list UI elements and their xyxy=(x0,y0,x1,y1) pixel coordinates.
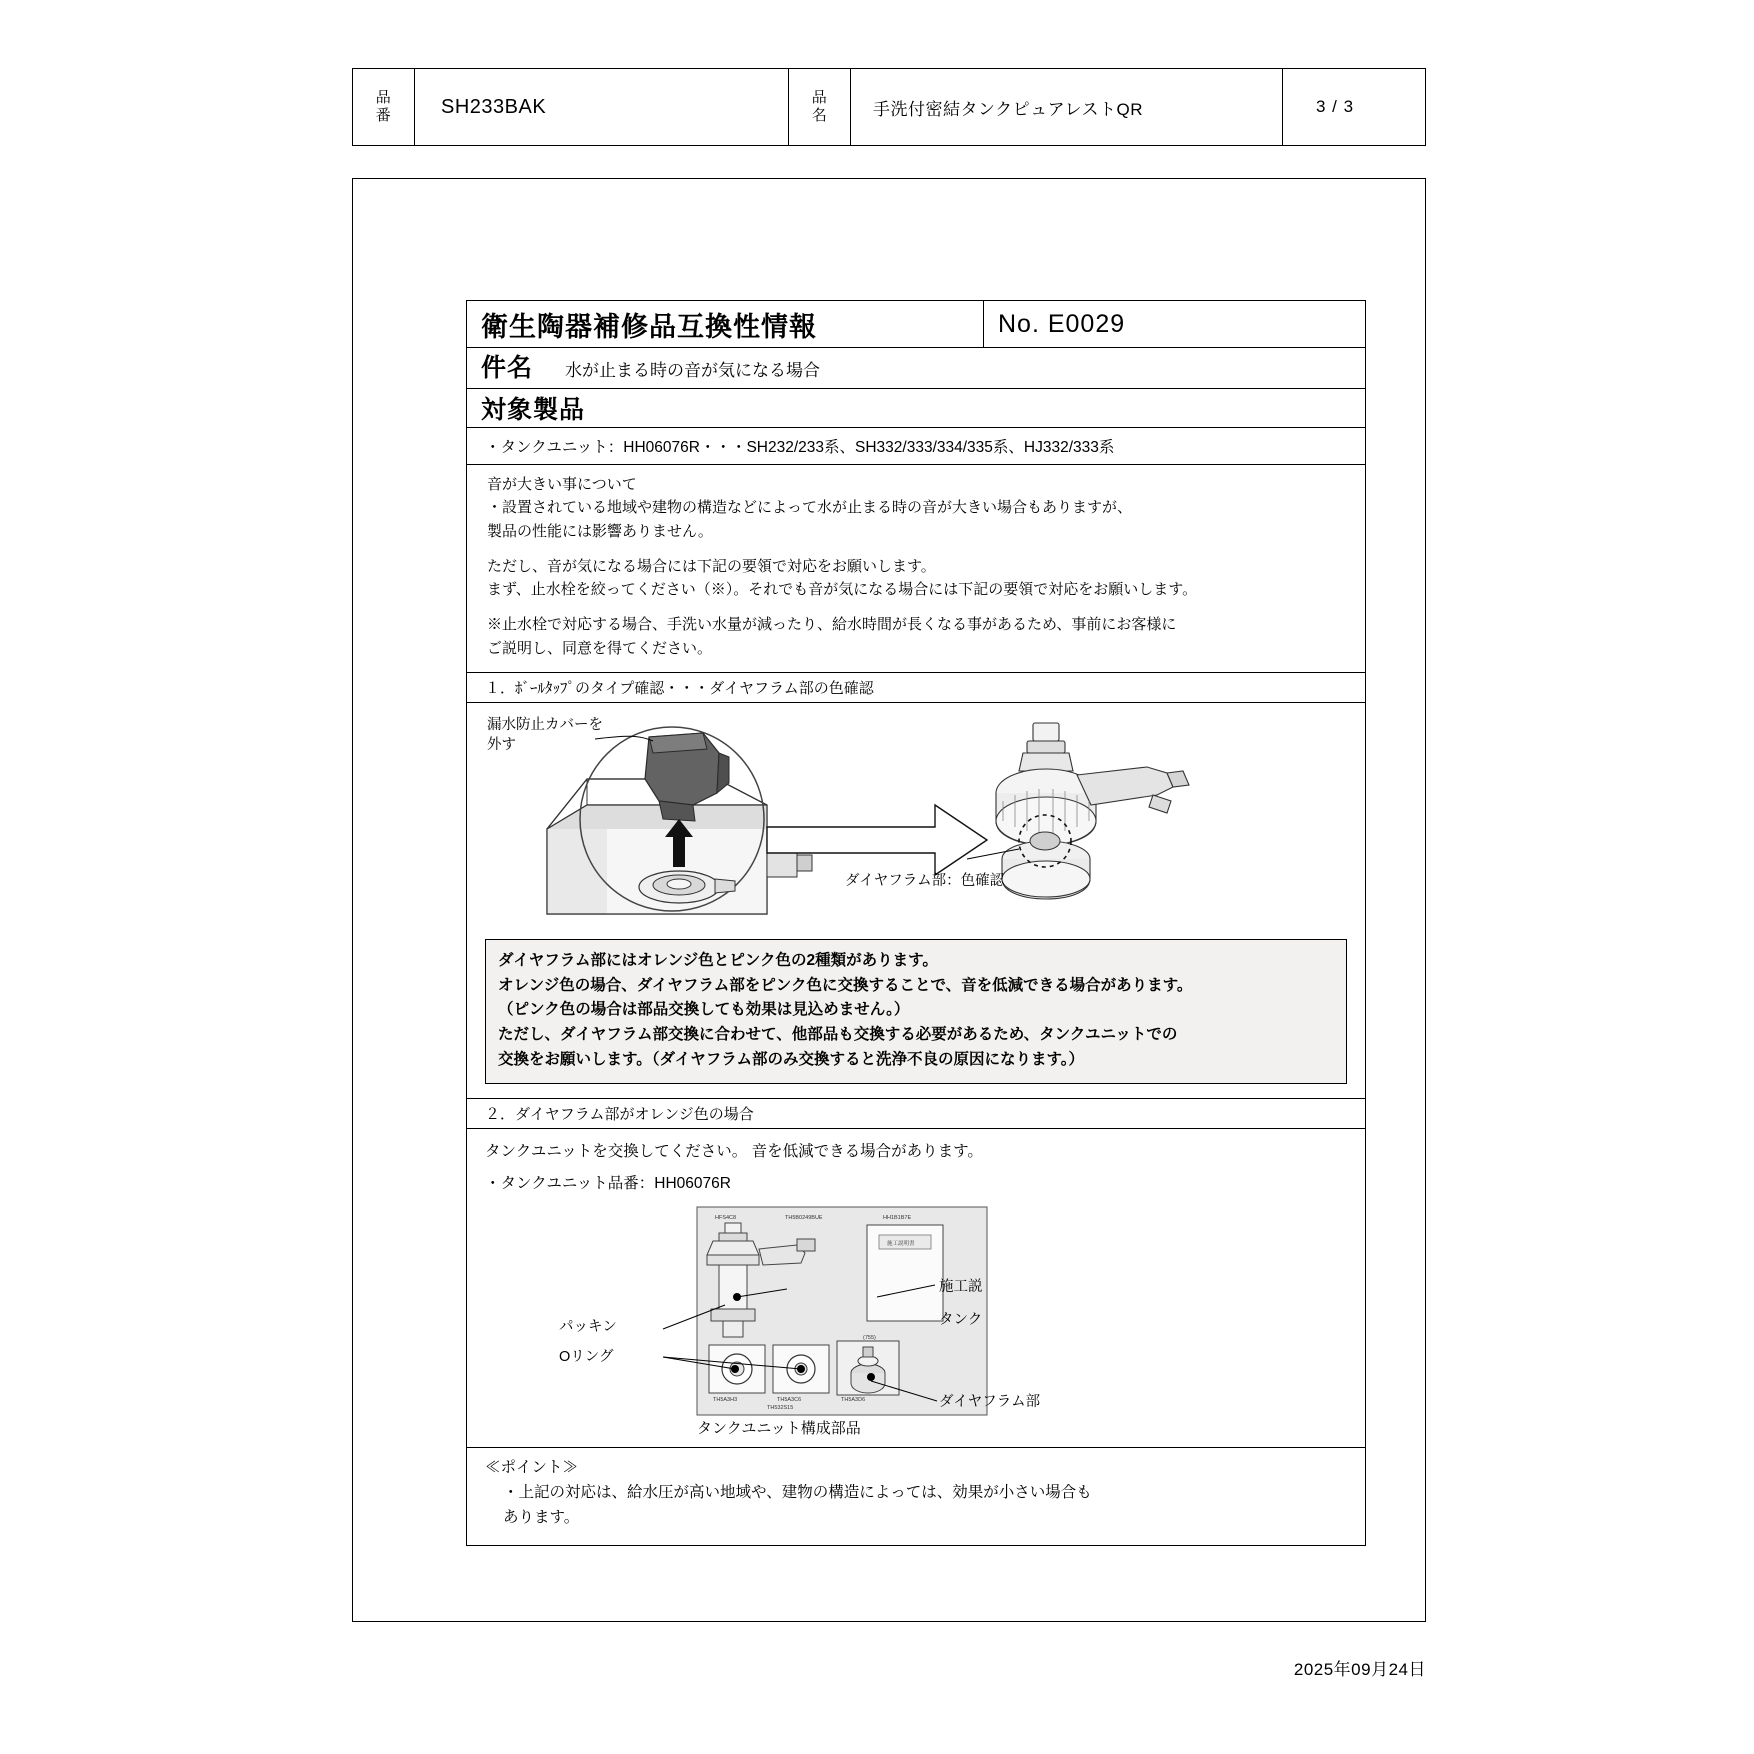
header-code-label-char1: 品 xyxy=(375,89,392,107)
target-models: ・タンクユニット：HH06076R・・・SH232/233系、SH332/333/334/335系、HJ332/333系 xyxy=(467,428,1365,465)
explanation-line-2: オレンジ色の場合、ダイヤフラム部をピンク色に交換することで、音を低減できる場合があります。 xyxy=(498,976,1193,994)
svg-text:TH5B0249BUE: TH5B0249BUE xyxy=(785,1215,823,1222)
svg-text:施工説明書: 施工説明書 xyxy=(887,1241,915,1248)
explanation-line-3: （ピンク色の場合は部品交換しても効果は見込めません。） xyxy=(498,1001,910,1019)
header-name-label-char2: 名 xyxy=(811,107,828,124)
explanation-line-1: ダイヤフラム部にはオレンジ色とピンク色の2種類があります。 xyxy=(498,951,938,969)
note-line-4: ただし、音が気になる場合には下記の要領で対応をお願いします。 xyxy=(487,557,936,575)
explanation-line-4: ただし、ダイヤフラム部交換に合わせて、他部品も交換する必要があるため、タンクユニットでの xyxy=(498,1026,1178,1044)
section-2 xyxy=(467,1099,1365,1449)
svg-text:TH5A3D6: TH5A3D6 xyxy=(841,1397,866,1404)
label-construction-manual: 施工説 xyxy=(939,1279,983,1296)
note-line-3: 製品の性能には影響ありません。 xyxy=(487,522,713,540)
svg-text:TH5A3C6: TH5A3C6 xyxy=(777,1397,802,1404)
section-2-body xyxy=(467,1129,1365,1204)
label-tank: タンク xyxy=(939,1312,983,1329)
svg-text:HFS4C8: HFS4C8 xyxy=(715,1215,737,1222)
section-2-part-number: ・タンクユニット品番：HH06076R xyxy=(485,1175,731,1193)
compatibility-info-document xyxy=(466,300,1366,1546)
subject-value: 水が止まる時の音が気になる場合 xyxy=(565,361,821,380)
note-block xyxy=(467,465,1365,673)
document-title-row xyxy=(467,301,1365,348)
point-line-2: あります。 xyxy=(503,1509,580,1527)
document-number: No. E0029 xyxy=(983,301,1365,347)
header-table xyxy=(352,68,1426,146)
note-gap-1 xyxy=(487,543,1345,555)
figure-caption-tank-unit-parts: タンクユニット構成部品 xyxy=(697,1420,861,1438)
label-packing: パッキン xyxy=(559,1319,617,1336)
note-line-6: ※止水栓で対応する場合、手洗い水量が減ったり、給水時間が長くなる事があるため、事前にお客様に xyxy=(487,616,1177,634)
section-1-lead-line-1: 漏水防止カバーを xyxy=(487,716,603,733)
note-line-1: 音が大きい事について xyxy=(487,476,637,493)
note-line-7: ご説明し、同意を得てください。 xyxy=(487,639,713,657)
svg-text:TH532S15: TH532S15 xyxy=(767,1405,794,1412)
note-gap-2 xyxy=(487,601,1345,613)
note-line-5: まず、止水栓を絞ってください（※）。それでも音が気になる場合には下記の要領で対応をお願いします。 xyxy=(487,581,1198,598)
explanation-line-5: 交換をお願いします。（ダイヤフラム部のみ交換すると洗浄不良の原因になります。） xyxy=(498,1050,1085,1068)
label-diaphragm: ダイヤフラム部 xyxy=(939,1394,1041,1411)
footer-date: 2025年09月24日 xyxy=(1293,1660,1426,1679)
header-code-label xyxy=(353,69,415,145)
svg-text:HH1B1B7E: HH1B1B7E xyxy=(883,1215,912,1222)
point-title: ≪ポイント≫ xyxy=(485,1459,579,1477)
point-line-1: ・上記の対応は、給水圧が高い地域や、建物の構造によっては、効果が小さい場合も xyxy=(503,1484,1092,1502)
section-2-body-line-1: タンクユニットを交換してください。 音を低減できる場合があります。 xyxy=(485,1142,983,1160)
target-products-label: 対象製品 xyxy=(467,389,1365,428)
diaphragm-color-check-label: ダイヤフラム部：色確認 xyxy=(845,872,1005,889)
document-title: 衛生陶器補修品互換性情報 xyxy=(481,311,817,342)
note-line-2: ・設置されている地域や建物の構造などによって水が止まる時の音が大きい場合もありますが、 xyxy=(487,499,1133,517)
subject-label: 件名 xyxy=(481,354,534,382)
section-1-heading: １．ﾎﾞｰﾙﾀｯﾌﾟのタイプ確認・・・ダイヤフラム部の色確認 xyxy=(467,673,1365,703)
section-2-figure xyxy=(467,1205,1365,1447)
header-code-value: SH233BAK xyxy=(415,69,789,145)
section-1-lead-line-2: 外す xyxy=(487,737,516,754)
section-1 xyxy=(467,673,1365,1099)
ball-tap-illustration xyxy=(467,709,1364,931)
svg-text:TH5A3H3: TH5A3H3 xyxy=(713,1397,738,1404)
header-page-number: 3 / 3 xyxy=(1315,97,1355,116)
point-block xyxy=(467,1448,1365,1544)
header-name-value: 手洗付密結タンクピュアレストQR xyxy=(851,69,1283,145)
subject-row xyxy=(467,348,1365,389)
label-oring: Oリング xyxy=(559,1349,614,1366)
header-name-label xyxy=(789,69,851,145)
svg-text:(755): (755) xyxy=(863,1335,876,1342)
header-code-label-char2: 番 xyxy=(375,107,392,124)
section-2-heading: ２．ダイヤフラム部がオレンジ色の場合 xyxy=(467,1099,1365,1129)
section-1-figure xyxy=(467,709,1365,931)
section-1-explanation-box xyxy=(485,939,1347,1084)
header-name-label-char1: 品 xyxy=(811,89,828,107)
